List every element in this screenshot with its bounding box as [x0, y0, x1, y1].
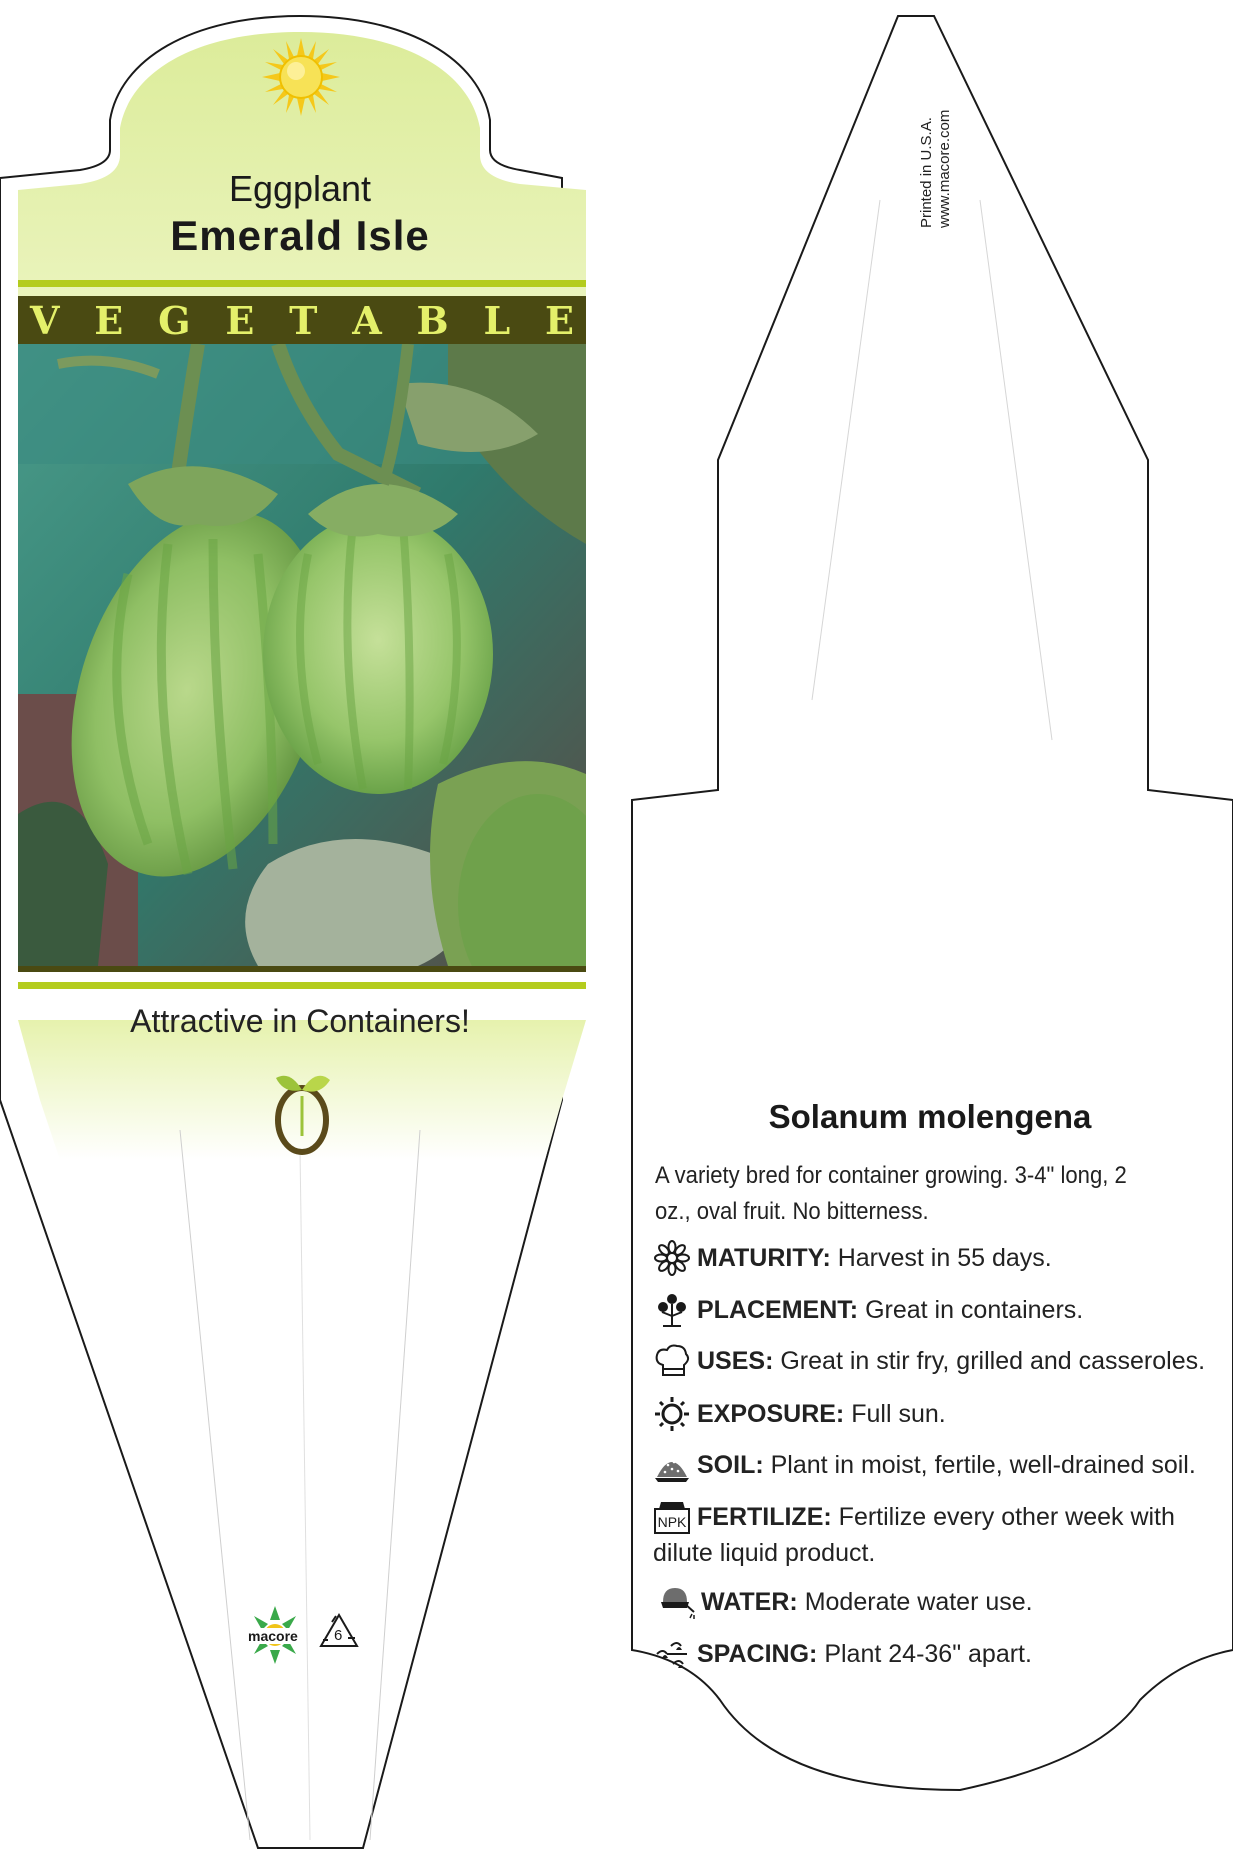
attr-text: Moderate water use. [804, 1588, 1033, 1616]
chef-hat-icon [653, 1343, 691, 1379]
common-name: Eggplant [228, 168, 372, 209]
attr-soil [653, 1447, 1213, 1483]
description: A variety bred for container growing. 3-4" long, 2 oz., oval fruit. No bitterness. [655, 1162, 1127, 1225]
attr-text: Plant in moist, fertile, well-drained soil. [770, 1451, 1196, 1479]
attr-text: Full sun. [851, 1400, 946, 1428]
category-letter: E [94, 297, 124, 343]
attr-label: SPACING: [697, 1640, 818, 1668]
attr-maturity [653, 1240, 1213, 1276]
attr-placement [653, 1292, 1213, 1328]
category-letter: T [289, 297, 318, 343]
sun-icon [262, 38, 340, 116]
brand-logo-text: macore [248, 1628, 298, 1644]
plant-placement-icon [653, 1292, 691, 1328]
accent-line-bottom-2 [18, 982, 586, 989]
npk-fertilizer-icon [653, 1499, 691, 1535]
attr-label: EXPOSURE: [697, 1400, 845, 1428]
attr-text: Plant 24-36" apart. [824, 1640, 1032, 1668]
attr-text: Fertilize every other week with dilute liquid product. [653, 1503, 1175, 1567]
spacing-icon [653, 1636, 691, 1672]
attr-text: Great in containers. [865, 1296, 1084, 1324]
category-letter: A [352, 297, 382, 343]
attr-spacing [653, 1636, 1213, 1672]
attr-label: FERTILIZE: [697, 1503, 832, 1531]
attr-text: Harvest in 55 days. [837, 1244, 1052, 1272]
sprout-icon [270, 1066, 334, 1156]
category-letter: V [30, 297, 60, 343]
variety-name: Emerald Isle [170, 212, 430, 259]
npk-icon-text: NPK [657, 1514, 687, 1530]
category-letter: E [225, 297, 255, 343]
flower-icon [653, 1240, 691, 1276]
attr-label: WATER: [701, 1588, 798, 1616]
attr-label: USES: [697, 1347, 774, 1375]
recycle-code: 6 [334, 1627, 343, 1644]
attr-label: PLACEMENT: [697, 1296, 859, 1324]
accent-line-top [18, 280, 586, 287]
soil-icon [653, 1447, 691, 1483]
category-letter: B [416, 297, 449, 343]
sun-outline-icon [653, 1396, 691, 1432]
tagline: Attractive in Containers! [130, 1003, 470, 1039]
category-band [18, 296, 586, 344]
attr-water [653, 1584, 1213, 1620]
attr-uses [653, 1343, 1213, 1379]
website: www.macore.com [936, 109, 953, 228]
attr-exposure [653, 1396, 1213, 1432]
latin-name: Solanum molengena [768, 1098, 1092, 1135]
accent-line-bottom-1 [18, 966, 586, 972]
category-letter: E [544, 297, 574, 343]
category-letter: G [158, 297, 191, 343]
attr-fertilize [653, 1499, 1213, 1571]
attr-label: SOIL: [697, 1451, 764, 1479]
attr-label: MATURITY: [697, 1244, 831, 1272]
attr-text: Great in stir fry, grilled and casseroles. [780, 1347, 1206, 1375]
eggplant-photo [18, 344, 586, 966]
category-letter: L [483, 297, 511, 343]
printed-in: Printed in U.S.A. [918, 117, 935, 228]
watering-can-icon [657, 1584, 695, 1620]
